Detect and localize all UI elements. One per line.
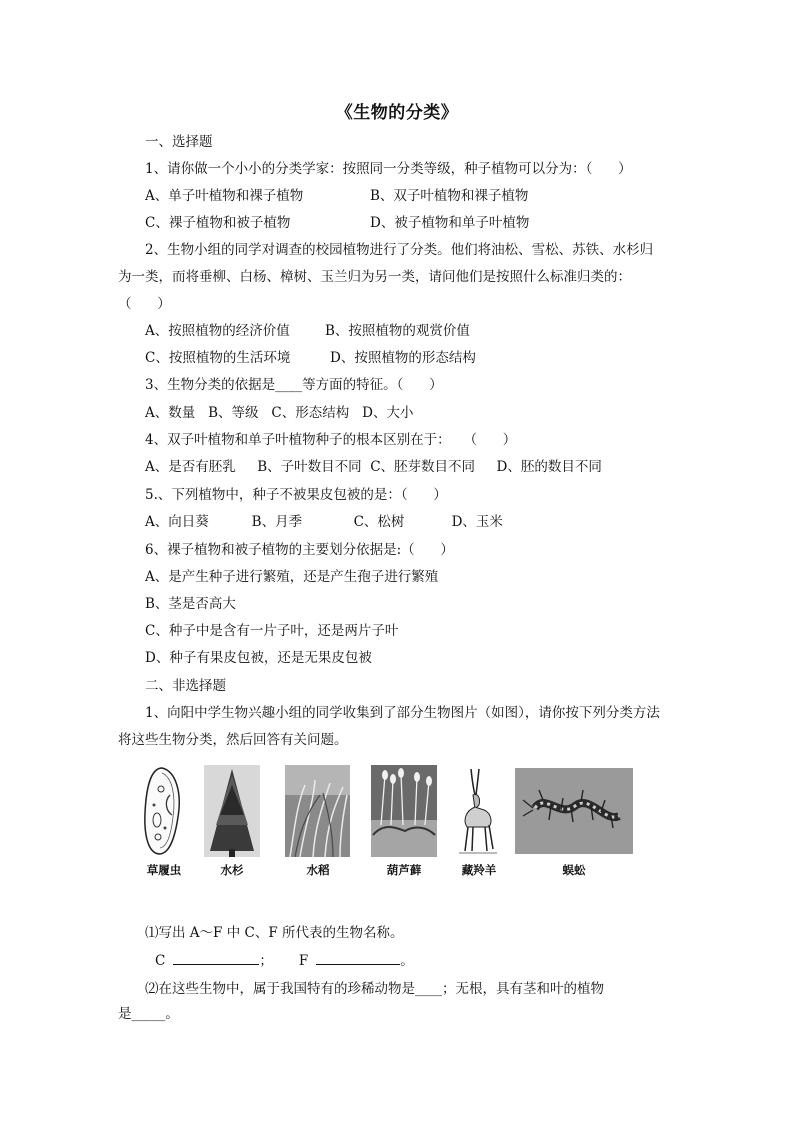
answer-separator: ； bbox=[259, 953, 273, 969]
section-heading-choice: 一、选择题 bbox=[145, 134, 213, 150]
metasequoia-image bbox=[204, 765, 260, 857]
question-2-option-a: A、按照植物的经济价值 bbox=[145, 323, 290, 339]
answer-end: 。 bbox=[400, 953, 414, 969]
caption-paramecium: 草履虫 bbox=[146, 863, 182, 877]
paramecium-image bbox=[140, 765, 185, 857]
question-2-option-b: B、按照植物的观赏价值 bbox=[325, 323, 470, 339]
caption-rice: 水稻 bbox=[306, 863, 330, 877]
problem-1-line-1: 1、向阳中学生物兴趣小组的同学收集到了部分生物图片（如图），请你按下列分类方法 bbox=[145, 705, 660, 721]
question-2-option-c: C、按照植物的生活环境 bbox=[145, 350, 291, 366]
question-1: 1、请你做一个小小的分类学家：按照同一分类等级，种子植物可以分为：（ ） bbox=[145, 161, 632, 177]
caption-metasequoia: 水杉 bbox=[220, 863, 244, 877]
question-6-option-a: A、是产生种子进行繁殖，还是产生孢子进行繁殖 bbox=[145, 569, 439, 585]
question-6-option-d: D、种子有果皮包被，还是无果皮包被 bbox=[145, 650, 372, 666]
answer-f-label: F bbox=[298, 953, 309, 969]
question-6-option-b: B、茎是否高大 bbox=[145, 596, 236, 612]
rice-image bbox=[285, 765, 350, 857]
question-3-options: A、数量 B、等级 C、形态结构 D、大小 bbox=[145, 405, 414, 421]
tibetan-antelope-image bbox=[455, 765, 500, 857]
question-3: 3、生物分类的依据是____等方面的特征。（ ） bbox=[145, 377, 443, 393]
subquestion-1: ⑴写出 A～F 中 C、F 所代表的生物名称。 bbox=[145, 925, 404, 941]
answer-f-blank[interactable] bbox=[316, 952, 400, 965]
subquestion-2-line-2: 是_____。 bbox=[118, 1006, 179, 1022]
caption-funaria-moss: 葫芦藓 bbox=[386, 863, 422, 877]
funaria-moss-image bbox=[371, 765, 437, 857]
question-5: 5.、下列植物中，种子不被果皮包被的是：（ ） bbox=[145, 487, 447, 503]
question-1-option-a: A、单子叶植物和裸子植物 bbox=[145, 188, 304, 204]
problem-1-line-2: 将这些生物分类，然后回答有关问题。 bbox=[118, 732, 348, 748]
question-4: 4、双子叶植物和单子叶植物种子的根本区别在于： （ ） bbox=[145, 432, 517, 448]
caption-tibetan-antelope: 藏羚羊 bbox=[461, 863, 497, 877]
question-4-options: A、是否有胚乳 B、子叶数目不同 C、胚芽数目不同 D、胚的数目不同 bbox=[145, 459, 602, 475]
subquestion-2-line-1: ⑵在这些生物中，属于我国特有的珍稀动物是____；无根，具有茎和叶的植物 bbox=[145, 981, 604, 997]
question-6-option-c: C、种子中是含有一片子叶，还是两片子叶 bbox=[145, 623, 399, 639]
question-1-option-c: C、裸子植物和被子植物 bbox=[145, 215, 291, 231]
section-heading-nonchoice: 二、非选择题 bbox=[145, 678, 226, 694]
question-6: 6、裸子植物和被子植物的主要划分依据是:（ ） bbox=[145, 542, 454, 558]
subquestion-1-answers bbox=[155, 952, 414, 970]
answer-c-label: C bbox=[155, 953, 166, 969]
question-2-line-3: （ ） bbox=[118, 296, 171, 312]
question-2-line-2: 为一类，而将垂柳、白杨、樟树、玉兰归为另一类，请问他们是按照什么标准归类的： bbox=[118, 269, 631, 285]
question-1-option-b: B、双子叶植物和裸子植物 bbox=[370, 188, 529, 204]
question-1-option-d: D、被子植物和单子叶植物 bbox=[370, 215, 530, 231]
answer-c-blank[interactable] bbox=[173, 952, 259, 965]
question-2-line-1: 2、生物小组的同学对调查的校园植物进行了分类。他们将油松、雪松、苏铁、水杉归 bbox=[145, 242, 654, 258]
page-title: 《生物的分类》 bbox=[335, 103, 459, 123]
question-5-options: A、向日葵 B、月季 C、松树 D、玉米 bbox=[145, 514, 503, 530]
centipede-image bbox=[515, 768, 633, 854]
caption-centipede: 蜈蚣 bbox=[562, 863, 586, 877]
question-2-option-d: D、按照植物的形态结构 bbox=[330, 350, 476, 366]
